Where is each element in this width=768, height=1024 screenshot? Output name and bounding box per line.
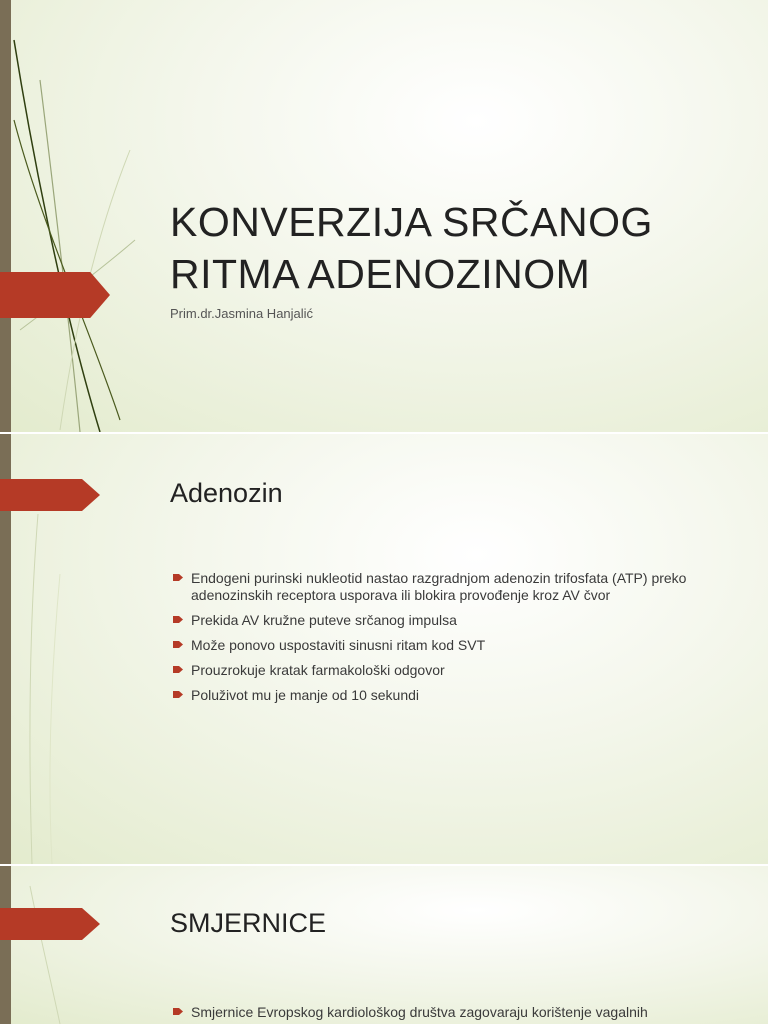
bullet-arrow-icon [173,1008,183,1015]
bullet-arrow-icon [173,574,183,581]
bullet-arrow-icon [173,641,183,648]
list-item: Prouzrokuje kratak farmakološki odgovor [173,662,733,679]
heading-arrow-marker [0,479,100,511]
list-item: Prekida AV kružne puteve srčanog impulsa [173,612,733,629]
list-item: Endogeni purinski nukleotid nastao razgradnjom adenozin trifosfata (ATP) preko adenozinskih receptora usporava ili blokira provođenje kroz AV čvor [173,570,733,604]
slide-heading: Adenozin [170,478,283,508]
slide-title [0,0,768,432]
list-item: Smjernice Evropskog kardiološkog društva zagovaraju korištenje vagalnih [173,1004,733,1021]
decorative-curves [0,0,140,432]
list-item: Može ponovo uspostaviti sinusni ritam kod SVT [173,637,733,654]
slide-smjernice [0,866,768,1024]
list-item: Poluživot mu je manje od 10 sekundi [173,687,733,704]
bullet-arrow-icon [173,666,183,673]
presentation-subtitle: Prim.dr.Jasmina Hanjalić [170,306,314,321]
heading-arrow-marker [0,908,100,940]
bullet-list [173,1004,733,1024]
slide-heading: SMJERNICE [170,908,327,938]
slide-adenozin [0,434,768,864]
bullet-arrow-icon [173,691,183,698]
decorative-curves [0,866,120,1024]
presentation-title: KONVERZIJA SRČANOG RITMA ADENOZINOM [170,199,653,297]
title-arrow-marker [0,272,110,318]
bullet-list [173,570,733,712]
bullet-arrow-icon [173,616,183,623]
